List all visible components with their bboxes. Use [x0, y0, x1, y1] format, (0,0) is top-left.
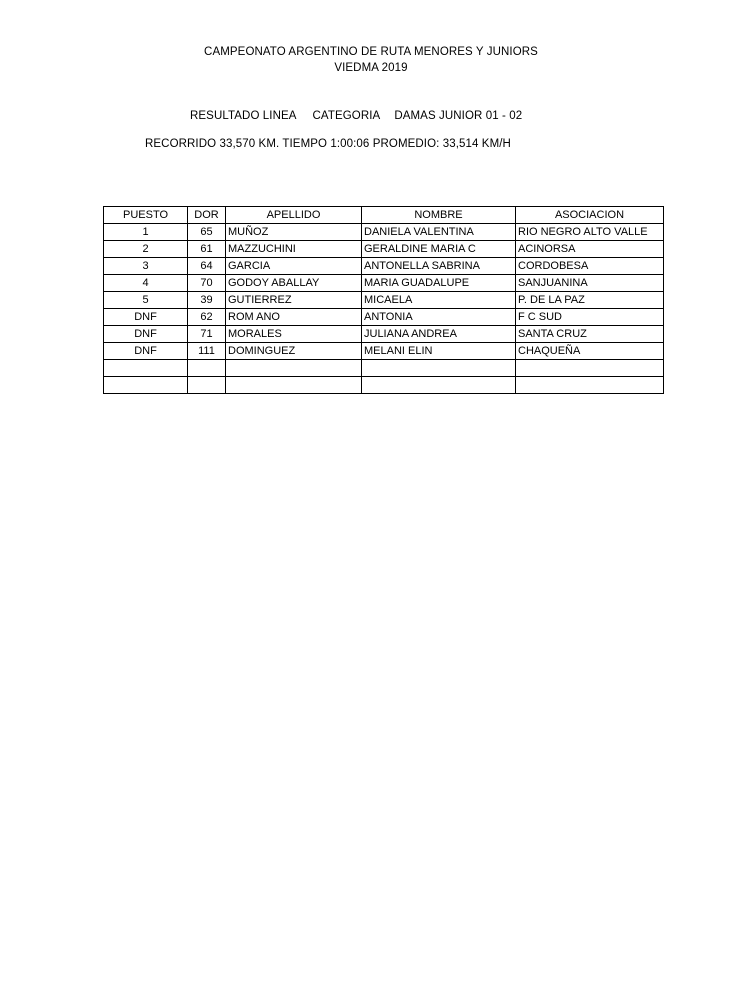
table-row	[104, 360, 664, 377]
cell-apellido: GUTIERREZ	[226, 292, 362, 309]
table-header-row	[104, 207, 664, 224]
column-header-puesto: PUESTO	[104, 207, 188, 224]
cell-asociacion: P. DE LA PAZ	[516, 292, 664, 309]
cell-dor: 111	[188, 343, 226, 360]
cell-dor: 71	[188, 326, 226, 343]
cell-asociacion: F C SUD	[516, 309, 664, 326]
cell-asociacion: RIO NEGRO ALTO VALLE	[516, 224, 664, 241]
cell-asociacion: CORDOBESA	[516, 258, 664, 275]
cell-apellido: MORALES	[226, 326, 362, 343]
cell-nombre	[362, 377, 516, 394]
cell-nombre: JULIANA ANDREA	[362, 326, 516, 343]
cell-apellido: MAZZUCHINI	[226, 241, 362, 258]
cell-apellido: MUÑOZ	[226, 224, 362, 241]
table-row	[104, 275, 664, 292]
cell-dor: 62	[188, 309, 226, 326]
cell-asociacion: SANTA CRUZ	[516, 326, 664, 343]
cell-asociacion: ACINORSA	[516, 241, 664, 258]
cell-apellido	[226, 377, 362, 394]
result-label: RESULTADO LINEA	[190, 110, 297, 122]
cell-dor: 64	[188, 258, 226, 275]
cell-apellido: GODOY ABALLAY	[226, 275, 362, 292]
cell-apellido: GARCIA	[226, 258, 362, 275]
cell-nombre: ANTONELLA SABRINA	[362, 258, 516, 275]
cell-puesto: 5	[104, 292, 188, 309]
cell-puesto	[104, 377, 188, 394]
cell-apellido: ROM ANO	[226, 309, 362, 326]
document-page	[0, 44, 742, 1004]
cell-dor: 70	[188, 275, 226, 292]
table-row	[104, 309, 664, 326]
cell-nombre	[362, 360, 516, 377]
championship-title: CAMPEONATO ARGENTINO DE RUTA MENORES Y JUNIORS	[204, 46, 538, 58]
cell-dor	[188, 360, 226, 377]
cell-asociacion	[516, 360, 664, 377]
cell-asociacion	[516, 377, 664, 394]
cell-puesto: 3	[104, 258, 188, 275]
cell-nombre: ANTONIA	[362, 309, 516, 326]
table-row	[104, 292, 664, 309]
cell-dor: 65	[188, 224, 226, 241]
column-header-nombre: NOMBRE	[362, 207, 516, 224]
cell-nombre: GERALDINE MARIA C	[362, 241, 516, 258]
column-header-dor: DOR	[188, 207, 226, 224]
category-label: CATEGORIA	[312, 110, 381, 122]
cell-dor	[188, 377, 226, 394]
race-summary: RECORRIDO 33,570 KM. TIEMPO 1:00:06 PROMEDIO: 33,514 KM/H	[145, 138, 511, 150]
table-row	[104, 241, 664, 258]
cell-puesto	[104, 360, 188, 377]
event-year: VIEDMA 2019	[334, 62, 408, 74]
cell-puesto: DNF	[104, 326, 188, 343]
cell-puesto: DNF	[104, 309, 188, 326]
cell-puesto: 2	[104, 241, 188, 258]
cell-nombre: MELANI ELIN	[362, 343, 516, 360]
result-category-line	[190, 110, 742, 122]
cell-apellido	[226, 360, 362, 377]
cell-dor: 61	[188, 241, 226, 258]
column-header-apellido: APELLIDO	[226, 207, 362, 224]
cell-nombre: DANIELA VALENTINA	[362, 224, 516, 241]
cell-apellido: DOMINGUEZ	[226, 343, 362, 360]
cell-puesto: 4	[104, 275, 188, 292]
table-row	[104, 377, 664, 394]
cell-nombre: MICAELA	[362, 292, 516, 309]
cell-nombre: MARIA GUADALUPE	[362, 275, 516, 292]
table-row	[104, 224, 664, 241]
cell-asociacion: SANJUANINA	[516, 275, 664, 292]
document-header	[0, 44, 742, 76]
results-table	[103, 206, 664, 394]
cell-puesto: 1	[104, 224, 188, 241]
table-row	[104, 326, 664, 343]
cell-dor: 39	[188, 292, 226, 309]
column-header-asociacion: ASOCIACION	[516, 207, 664, 224]
cell-puesto: DNF	[104, 343, 188, 360]
cell-asociacion: CHAQUEÑA	[516, 343, 664, 360]
table-row	[104, 258, 664, 275]
table-row	[104, 343, 664, 360]
category-value: DAMAS JUNIOR 01 - 02	[394, 110, 523, 122]
